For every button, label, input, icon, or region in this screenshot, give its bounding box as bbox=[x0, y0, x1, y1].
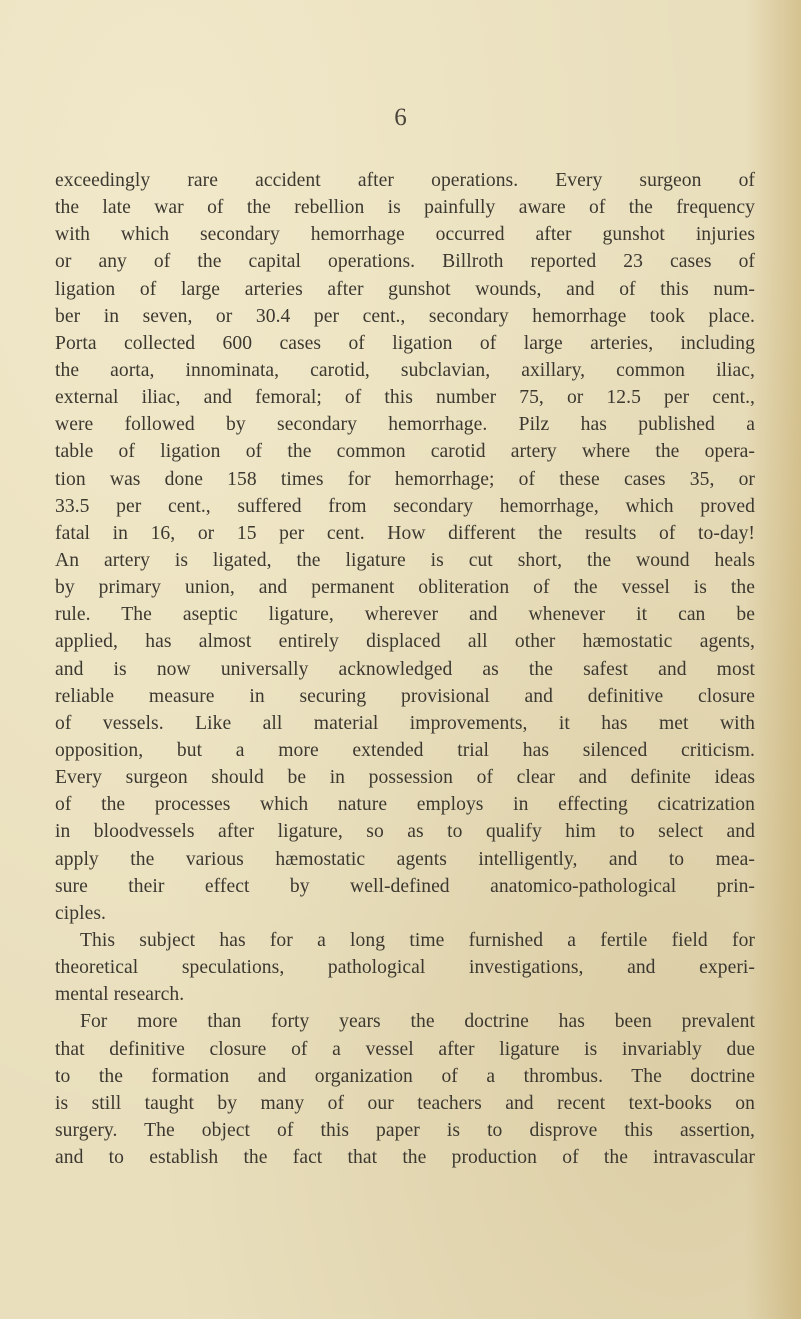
text-line: An artery is ligated, the ligature is cut short, the wound heals bbox=[55, 549, 755, 571]
text-line: external iliac, and femoral; of this number 75, or 12.5 per cent., bbox=[55, 387, 755, 409]
text-line: For more than forty years the doctrine has been prevalent bbox=[80, 1011, 755, 1033]
text-line: applied, has almost entirely displaced all other hæmostatic agents, bbox=[55, 631, 755, 653]
text-line: This subject has for a long time furnished a fertile field for bbox=[80, 929, 755, 951]
text-line: and to establish the fact that the production of the intravascular bbox=[55, 1147, 755, 1169]
text-line: with which secondary hemorrhage occurred after gunshot injuries bbox=[55, 224, 755, 246]
text-line: or any of the capital operations. Billroth reported 23 cases of bbox=[55, 251, 755, 273]
text-line: opposition, but a more extended trial has silenced criticism. bbox=[55, 739, 755, 761]
text-line: fatal in 16, or 15 per cent. How different the results of to-day! bbox=[55, 522, 755, 544]
text-line: sure their effect by well-defined anatomico-pathological prin- bbox=[55, 875, 755, 897]
text-line: the late war of the rebellion is painfully aware of the frequency bbox=[55, 197, 755, 219]
text-line: apply the various hæmostatic agents intelligently, and to mea- bbox=[55, 848, 755, 870]
text-line: in bloodvessels after ligature, so as to qualify him to select and bbox=[55, 821, 755, 843]
text-line: by primary union, and permanent obliteration of the vessel is the bbox=[55, 577, 755, 599]
text-line: ciples. bbox=[55, 902, 106, 924]
text-line: that definitive closure of a vessel after ligature is invariably due bbox=[55, 1038, 755, 1060]
text-line: were followed by secondary hemorrhage. Pilz has published a bbox=[55, 414, 755, 436]
text-line: to the formation and organization of a thrombus. The doctrine bbox=[55, 1065, 755, 1087]
text-line: ligation of large arteries after gunshot wounds, and of this num- bbox=[55, 278, 755, 300]
text-line: Porta collected 600 cases of ligation of large arteries, including bbox=[55, 332, 755, 354]
text-line: Every surgeon should be in possession of clear and definite ideas bbox=[55, 767, 755, 789]
text-line: tion was done 158 times for hemorrhage; of these cases 35, or bbox=[55, 468, 755, 490]
text-line: ber in seven, or 30.4 per cent., secondary hemorrhage took place. bbox=[55, 305, 755, 327]
text-line: surgery. The object of this paper is to disprove this assertion, bbox=[55, 1119, 755, 1141]
text-line: table of ligation of the common carotid artery where the opera- bbox=[55, 441, 755, 463]
text-line: and is now universally acknowledged as the safest and most bbox=[55, 658, 755, 680]
page-number: 6 bbox=[394, 104, 407, 131]
text-line: exceedingly rare accident after operations. Every surgeon of bbox=[55, 170, 755, 191]
text-line: the aorta, innominata, carotid, subclavian, axillary, common iliac, bbox=[55, 359, 755, 381]
text-line: is still taught by many of our teachers and recent text-books on bbox=[55, 1092, 755, 1114]
text-line: reliable measure in securing provisional and definitive closure bbox=[55, 685, 755, 707]
text-line: of the processes which nature employs in effecting cicatrization bbox=[55, 794, 755, 816]
body-text bbox=[55, 167, 755, 1171]
text-line: 33.5 per cent., suffered from secondary hemorrhage, which proved bbox=[55, 495, 755, 517]
text-line: of vessels. Like all material improvements, it has met with bbox=[55, 712, 755, 734]
text-line: theoretical speculations, pathological investigations, and experi- bbox=[55, 957, 755, 979]
text-line: rule. The aseptic ligature, wherever and whenever it can be bbox=[55, 604, 755, 626]
text-line: mental research. bbox=[55, 984, 185, 1006]
